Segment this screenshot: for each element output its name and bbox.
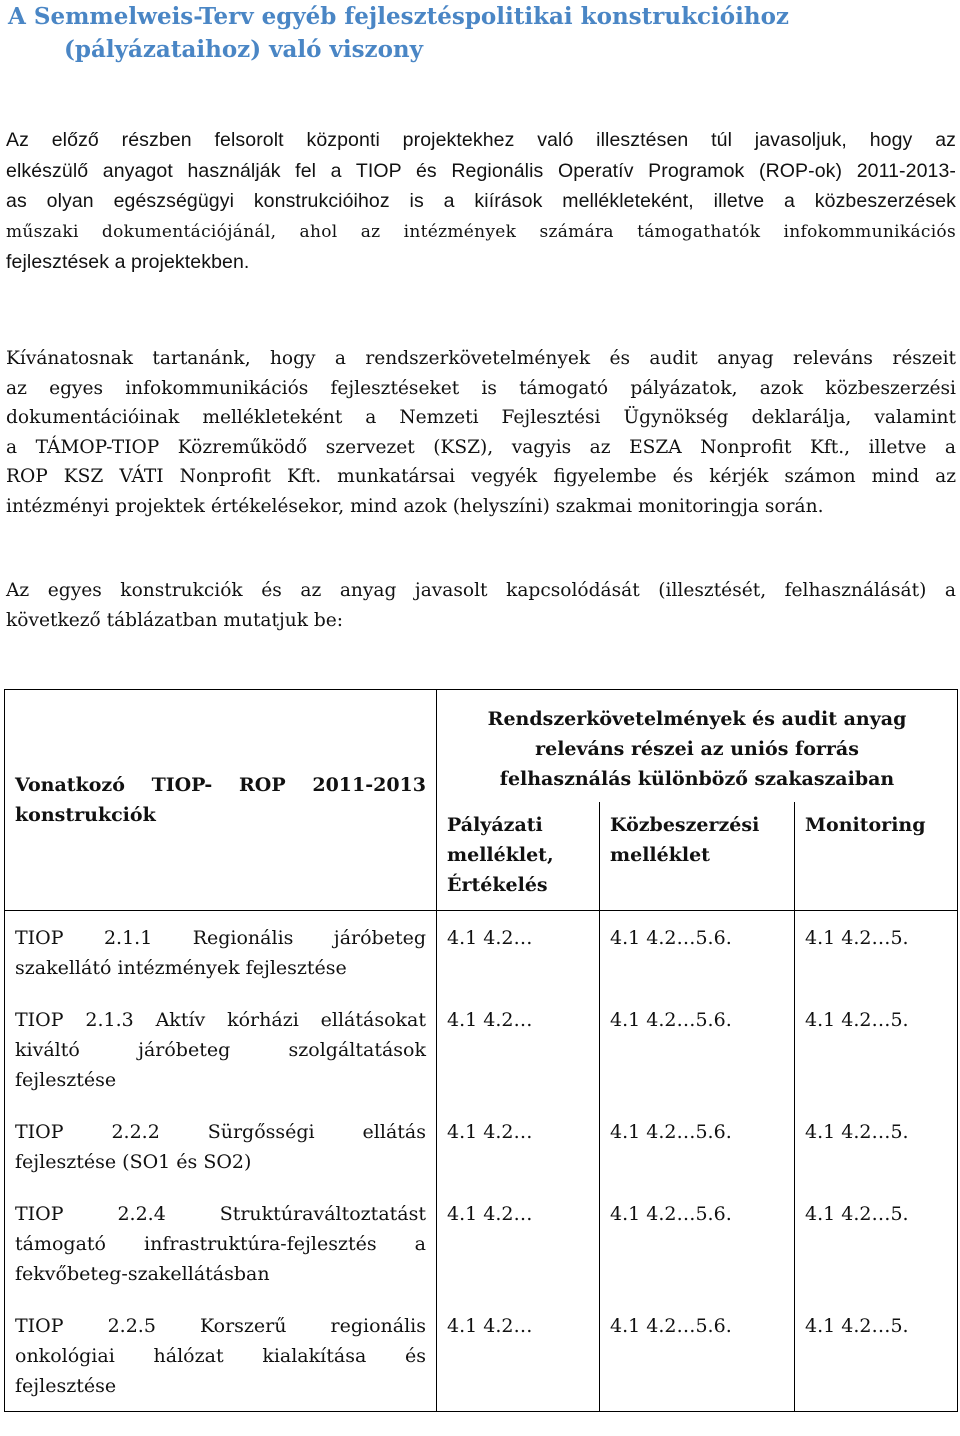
cell-kozbeszerzesi: 4.1 4.2…5.6.: [600, 993, 795, 1105]
header-text: melléklet,: [447, 844, 554, 866]
cell-text: szakellátó intézmények fejlesztése: [15, 957, 347, 979]
cell-text: fejlesztése: [15, 1375, 117, 1397]
construction-table: [4, 689, 958, 1412]
header-constructions: [5, 690, 437, 911]
table-row: [5, 911, 958, 994]
header-monitoring: [795, 802, 958, 911]
paragraph-line: következő táblázatban mutatjuk be:: [6, 609, 344, 631]
cell-text: TIOP 2.1.3 Aktív kórházi ellátásokat: [15, 1009, 426, 1031]
cell-palyazati: 4.1 4.2…: [437, 911, 600, 994]
cell-monitoring: 4.1 4.2…5.: [795, 1105, 958, 1187]
header-text: Rendszerkövetelmények és audit anyag: [487, 708, 907, 730]
paragraph-line: a TÁMOP-TIOP Közreműködő szervezet (KSZ), vagyis az ESZA Nonprofit Kft., illetve a: [6, 436, 956, 458]
header-text: Közbeszerzési: [610, 814, 760, 836]
table-row: [5, 993, 958, 1105]
paragraph-line: elkészülő anyagot használják fel a TIOP és Regionális Operatív Programok (ROP-ok) 2011-2013-: [6, 159, 956, 182]
cell-monitoring: 4.1 4.2…5.: [795, 1187, 958, 1299]
header-requirements-group: [437, 690, 958, 803]
paragraph-line: intézményi projektek értékelésekor, mind azok (helyszíni) szakmai monitoringja során.: [6, 495, 824, 517]
cell-kozbeszerzesi: 4.1 4.2…5.6.: [600, 1299, 795, 1412]
paragraph-line: Az egyes konstrukciók és az anyag javasolt kapcsolódását (illesztését, felhasználását) a: [6, 580, 956, 601]
paragraph-line: műszaki dokumentációjánál, ahol az intézmények számára támogathatók infokommunikációs: [6, 221, 956, 242]
cell-text: fejlesztése: [15, 1069, 117, 1091]
header-text: Értékelés: [447, 874, 548, 896]
table-row: [5, 1105, 958, 1187]
cell-kozbeszerzesi: 4.1 4.2…5.6.: [600, 1105, 795, 1187]
cell-text: támogató infrastruktúra-fejlesztés a: [15, 1233, 426, 1255]
cell-palyazati: 4.1 4.2…: [437, 1299, 600, 1412]
cell-construction: [5, 1187, 437, 1299]
cell-text: TIOP 2.2.2 Sürgősségi ellátás: [15, 1121, 426, 1143]
cell-text: TIOP 2.2.5 Korszerű regionális: [15, 1315, 426, 1337]
section-title: [8, 0, 948, 66]
table-row: [5, 1299, 958, 1412]
cell-kozbeszerzesi: 4.1 4.2…5.6.: [600, 911, 795, 994]
cell-text: onkológiai hálózat kialakítása és: [15, 1345, 426, 1367]
header-text: Monitoring: [805, 814, 926, 836]
table-header-row: [5, 690, 958, 803]
cell-palyazati: 4.1 4.2…: [437, 1105, 600, 1187]
cell-text: TIOP 2.2.4 Struktúraváltoztatást: [15, 1203, 426, 1225]
paragraph-line: Kívánatosnak tartanánk, hogy a rendszerkövetelmények és audit anyag releváns részeit: [6, 348, 956, 369]
title-line-2: (pályázataihoz) való viszony: [64, 36, 424, 63]
header-text: felhasználás különböző szakaszaiban: [499, 768, 895, 790]
header-text: Pályázati: [447, 814, 543, 836]
header-text: Vonatkozó TIOP- ROP 2011-2013: [15, 774, 426, 796]
cell-construction: [5, 1299, 437, 1412]
paragraph-intro: [6, 125, 956, 278]
cell-monitoring: 4.1 4.2…5.: [795, 1299, 958, 1412]
cell-construction: [5, 1105, 437, 1187]
cell-construction: [5, 911, 437, 994]
paragraph-line: Az előző részben felsorolt központi projektekhez való illesztésen túl javasoljuk, hogy az: [6, 129, 956, 151]
paragraph-line: as olyan egészségügyi konstrukcióihoz is a kiírások mellékleteként, illetve a közbeszerzések: [6, 190, 956, 212]
cell-text: fekvőbeteg-szakellátásban: [15, 1263, 270, 1285]
paragraph-line: ROP KSZ VÁTI Nonprofit Kft. munkatársai vegyék figyelembe és kérjék számon mind az: [6, 466, 956, 488]
cell-monitoring: 4.1 4.2…5.: [795, 911, 958, 994]
cell-palyazati: 4.1 4.2…: [437, 993, 600, 1105]
header-text: releváns részei az uniós forrás: [535, 738, 859, 760]
header-palyazati: [437, 802, 600, 911]
cell-monitoring: 4.1 4.2…5.: [795, 993, 958, 1105]
cell-text: fejlesztése (SO1 és SO2): [15, 1151, 252, 1173]
paragraph-line: fejlesztések a projektekben.: [6, 251, 250, 273]
header-kozbeszerzesi: [600, 802, 795, 911]
cell-kozbeszerzesi: 4.1 4.2…5.6.: [600, 1187, 795, 1299]
cell-text: TIOP 2.1.1 Regionális járóbeteg: [15, 927, 426, 949]
header-text: melléklet: [610, 844, 710, 866]
header-text: konstrukciók: [15, 804, 156, 826]
table-row: [5, 1187, 958, 1299]
paragraph-table-intro: [6, 576, 956, 635]
cell-construction: [5, 993, 437, 1105]
cell-palyazati: 4.1 4.2…: [437, 1187, 600, 1299]
paragraph-line: az egyes infokommunikációs fejlesztéseket is támogató pályázatok, azok közbeszerzési: [6, 377, 956, 399]
cell-text: kiváltó járóbeteg szolgáltatások: [15, 1039, 426, 1061]
title-line-1: A Semmelweis-Terv egyéb fejlesztéspolitikai konstrukcióihoz: [8, 3, 789, 30]
paragraph-line: dokumentációinak mellékleteként a Nemzeti Fejlesztési Ügynökség deklarálja, valamint: [6, 407, 956, 429]
paragraph-recommendation: [6, 344, 956, 522]
